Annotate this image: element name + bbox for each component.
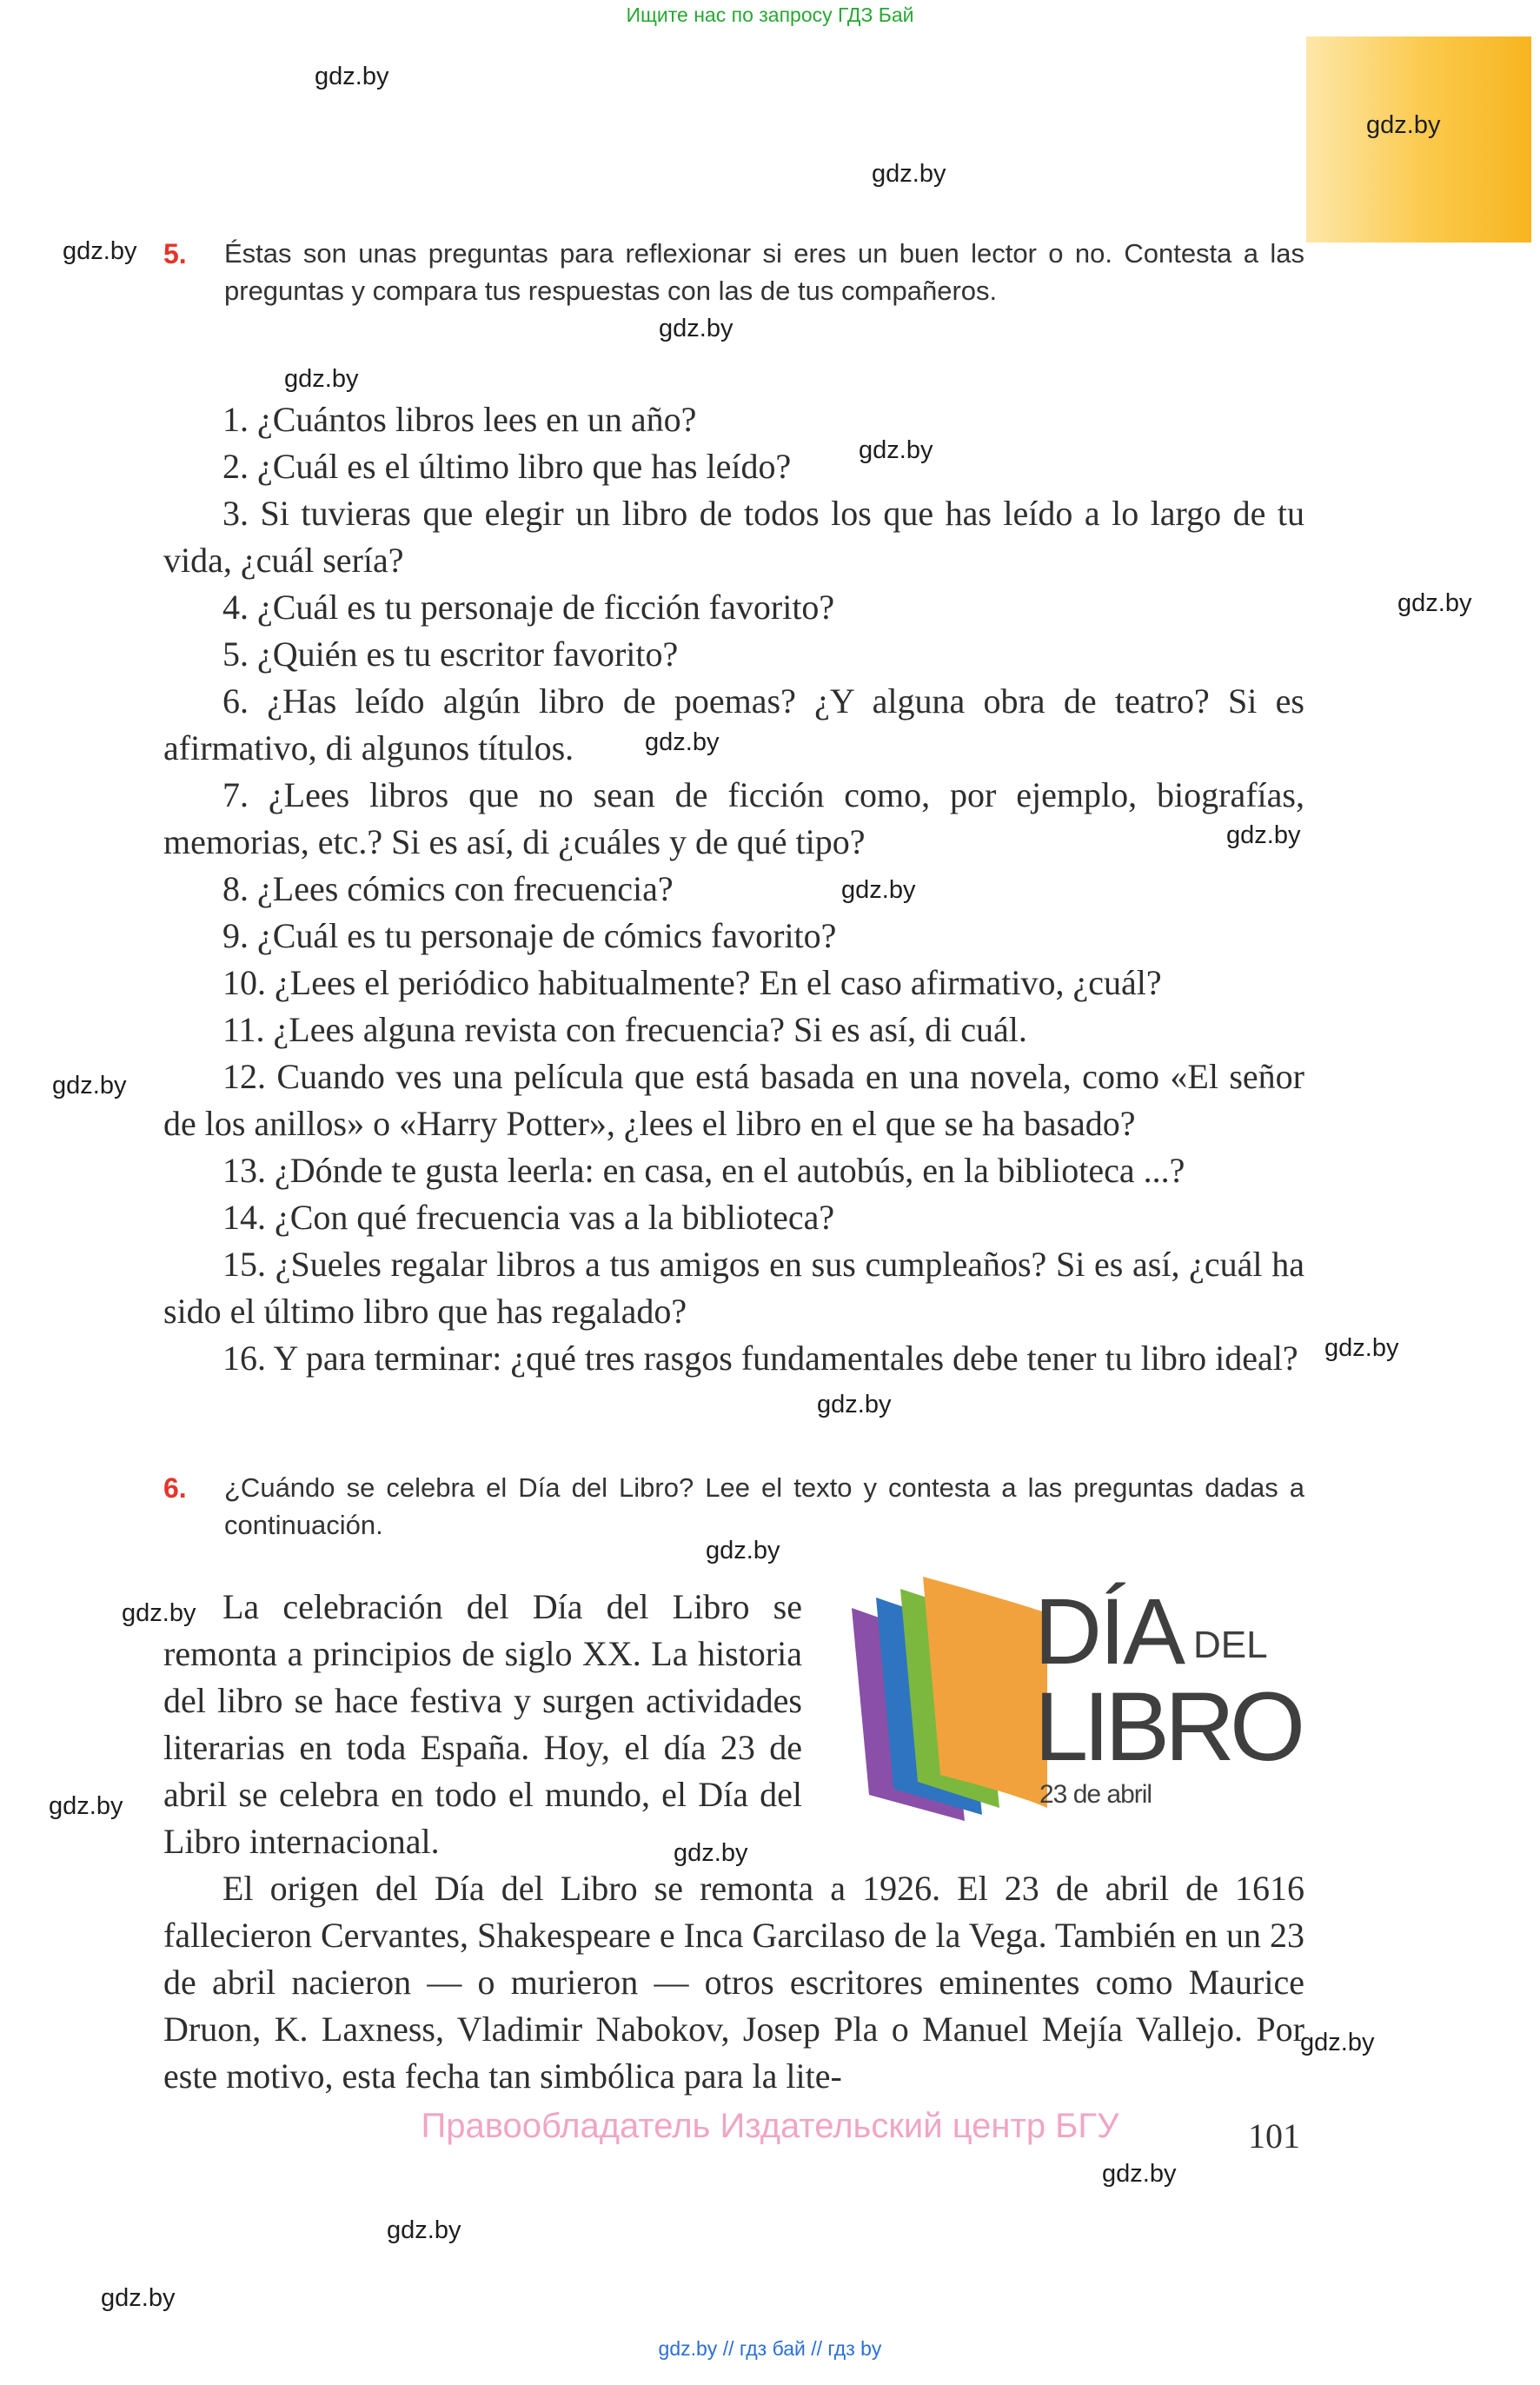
watermark: gdz.by <box>1366 111 1441 139</box>
logo-del: DEL <box>1193 1624 1268 1666</box>
watermark: gdz.by <box>1300 2029 1375 2056</box>
question-item: 16. Y para terminar: ¿qué tres rasgos fundamentales debe tener tu libro ideal? <box>222 1339 1298 1378</box>
watermark: gdz.by <box>49 1792 123 1820</box>
task-5-intro: Éstas son unas preguntas para reflexionar si eres un buen lector o no. Contesta a las preguntas y compara tus respuestas con las de tus compañeros. <box>224 238 1304 306</box>
top-banner[interactable]: Ищите нас по запросу ГДЗ Бай <box>626 3 914 26</box>
question-item: 7. ¿Lees libros que no sean de ficción como, por ejemplo, biografías, memorias, etc.? Si es así, di ¿cuáles y de qué tipo? <box>163 775 1304 861</box>
question-item: 15. ¿Sueles regalar libros a tus amigos en sus cumpleaños? Si es así, ¿cuál ha sido el último libro que has regalado? <box>163 1245 1304 1331</box>
question-item: 13. ¿Dónde te gusta leerla: en casa, en el autobús, en la biblioteca ...? <box>222 1151 1185 1190</box>
question-item: 5. ¿Quién es tu escritor favorito? <box>222 634 679 674</box>
watermark: gdz.by <box>122 1599 196 1627</box>
watermark: gdz.by <box>841 876 916 904</box>
watermark: gdz.by <box>315 63 389 90</box>
bottom-links[interactable]: gdz.by // гдз бай // гдз by <box>658 2337 882 2360</box>
watermark: gdz.by <box>1324 1334 1399 1362</box>
watermark: gdz.by <box>101 2284 176 2312</box>
dia-del-libro-logo <box>843 1573 1308 1825</box>
question-item: 4. ¿Cuál es tu personaje de ficción favorito? <box>222 588 835 627</box>
logo-libro: LIBRO <box>1034 1672 1301 1781</box>
watermark: gdz.by <box>1397 589 1472 617</box>
question-item: 12. Cuando ves una película que está basada en una novela, como «El señor de los anillos» o «Harry Potter», ¿lees el libro en el que se ha basado? <box>163 1057 1304 1143</box>
question-item: 14. ¿Con qué frecuencia vas a la biblioteca? <box>222 1198 835 1237</box>
watermark: gdz.by <box>674 1839 748 1867</box>
task-6-intro: ¿Cuándo se celebra el Día del Libro? Lee el texto y contesta a las preguntas dadas a continuación. <box>224 1472 1304 1540</box>
watermark: gdz.by <box>63 237 137 265</box>
text-paragraph: El origen del Día del Libro se remonta a 1926. El 23 de abril de 1616 fallecieron Cervantes, Shakespeare e Inca Garcilaso de la Vega. También en un 23 de abril nacieron — o murieron — otros escritores eminentes como Maurice Druon, K. Laxness, Vladimir Nabokov, Josep Pla o Manuel Mejía Vallejo. Por este motivo, esta fecha tan simbólica para la lite- <box>163 1869 1304 2096</box>
question-item: 11. ¿Lees alguna revista con frecuencia? Si es así, di cuál. <box>222 1010 1027 1049</box>
watermark: gdz.by <box>817 1391 892 1418</box>
question-item: 3. Si tuvieras que elegir un libro de todos los que has leído a lo largo de tu vida, ¿cuál sería? <box>163 494 1304 580</box>
watermark: gdz.by <box>52 1072 127 1099</box>
watermark: gdz.by <box>1226 821 1301 849</box>
text-paragraph: La celebración del Día del Libro se remonta a principios de siglo XX. La historia del libro se hace festiva y surgen actividades literarias en toda España. Hoy, el día 23 de abril se celebra en todo el mundo, el Día del Libro internacional. <box>163 1587 802 1861</box>
watermark: gdz.by <box>872 160 946 188</box>
watermark: gdz.by <box>659 315 733 342</box>
copyright-notice: Правообладатель Издательский центр БГУ <box>421 2107 1119 2145</box>
question-item: 6. ¿Has leído algún libro de poemas? ¿Y alguna obra de teatro? Si es afirmativo, di algunos títulos. <box>163 681 1304 767</box>
logo-dia: DÍA <box>1034 1578 1184 1684</box>
question-item: 2. ¿Cuál es el último libro que has leído? <box>222 447 792 486</box>
watermark: gdz.by <box>1102 2160 1177 2188</box>
watermark: gdz.by <box>645 728 720 756</box>
task-6-number: 6. <box>163 1472 187 1504</box>
question-item: 10. ¿Lees el periódico habitualmente? En el caso afirmativo, ¿cuál? <box>222 963 1162 1002</box>
question-item: 9. ¿Cuál es tu personaje de cómics favorito? <box>222 916 837 955</box>
question-item: 8. ¿Lees cómics con frecuencia? <box>222 869 674 908</box>
watermark: gdz.by <box>859 436 933 464</box>
watermark: gdz.by <box>387 2216 461 2244</box>
watermark: gdz.by <box>706 1537 780 1565</box>
watermark: gdz.by <box>284 365 359 393</box>
question-item: 1. ¿Cuántos libros lees en un año? <box>222 400 697 439</box>
page-number: 101 <box>1248 2116 1300 2156</box>
task-5-number: 5. <box>163 238 187 269</box>
logo-date: 23 de abril <box>1039 1780 1152 1809</box>
